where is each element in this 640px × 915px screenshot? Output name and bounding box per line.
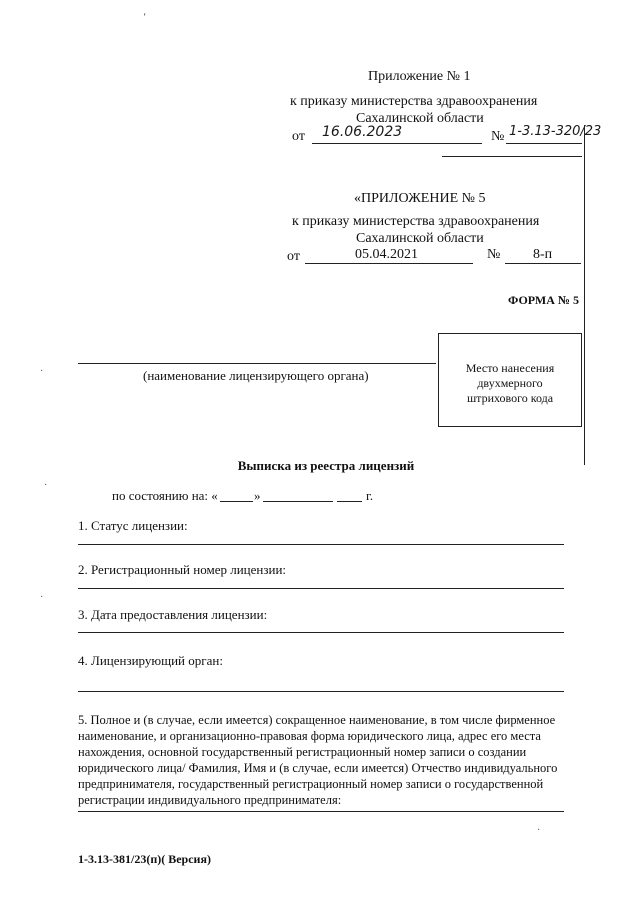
appendix1-region-line: Сахалинской области	[356, 111, 484, 126]
as-of-suffix: г.	[366, 488, 374, 503]
appendix1-extra-underline	[442, 156, 582, 157]
item-1-label: 1. Статус лицензии:	[78, 518, 188, 533]
item-3-line	[78, 632, 564, 633]
as-of-month-blank	[263, 501, 333, 502]
item-2-line	[78, 588, 564, 589]
scan-speck: ·	[40, 366, 44, 377]
appendix5-date-underline	[305, 263, 473, 264]
appendix5-number-underline	[505, 263, 581, 264]
document-footer-code: 1-3.13-381/23(п)( Версия)	[78, 852, 211, 866]
appendix1-from-label: от	[292, 129, 305, 144]
appendix1-date-handwritten: 16.06.2023	[322, 124, 403, 140]
as-of-mid: »	[254, 488, 261, 503]
appendix5-number-label: №	[487, 247, 501, 262]
scan-speck: ·	[44, 480, 48, 491]
appendix5-region-line: Сахалинской области	[356, 231, 484, 246]
appendix1-title: Приложение № 1	[368, 69, 471, 84]
item-5-line-6: регистрации индивидуального предпринимателя:	[78, 793, 342, 807]
appendix1-number-label: №	[491, 129, 505, 144]
appendix5-order-line: к приказу министерства здравоохранения	[292, 214, 540, 229]
item-4-line	[78, 691, 564, 692]
appendix1-order-line: к приказу министерства здравоохранения	[290, 94, 538, 109]
as-of-prefix: по состоянию на: «	[112, 488, 218, 503]
as-of-year-blank	[337, 501, 362, 502]
authority-underline	[78, 363, 436, 364]
item-1-line	[78, 544, 564, 545]
form-label: ФОРМА № 5	[508, 293, 579, 307]
appendix1-number-handwritten: 1-3.13-320/23	[509, 124, 602, 139]
barcode-box-line3: штрихового кода	[466, 391, 554, 405]
as-of-day-blank	[220, 501, 253, 502]
item-5-line-3: нахождения, основной государственный регистрационный номер записи о создании	[78, 745, 527, 759]
barcode-box-line2: двухмерного	[477, 376, 543, 390]
appendix1-date-underline	[312, 143, 482, 144]
authority-caption: (наименование лицензирующего органа)	[143, 368, 369, 383]
appendix5-number: 8-п	[533, 247, 553, 262]
item-5-line-2: наименование, и организационно-правовая форма юридического лица, адрес его места	[78, 729, 541, 743]
appendix5-from-label: от	[287, 249, 300, 264]
item-5-line-4: юридического лица/ Фамилия, Имя и (в случае, если имеется) Отчество индивидуального	[78, 761, 558, 775]
item-5-line	[78, 811, 564, 812]
item-4-label: 4. Лицензирующий орган:	[78, 653, 223, 668]
item-5-line-1: 5. Полное и (в случае, если имеется) сокращенное наименование, в том числе фирменное	[78, 713, 556, 727]
document-title: Выписка из реестра лицензий	[237, 458, 415, 473]
appendix1-number-underline	[506, 143, 582, 144]
appendix5-date: 05.04.2021	[355, 247, 418, 262]
item-5-line-5: предпринимателя, государственный регистрационный номер записи о государственной	[78, 777, 544, 791]
item-2-label: 2. Регистрационный номер лицензии:	[78, 562, 287, 577]
item-3-label: 3. Дата предоставления лицензии:	[78, 607, 268, 622]
barcode-box-line1: Место нанесения	[465, 361, 555, 375]
scan-speck: ·	[40, 592, 44, 603]
appendix5-title: «ПРИЛОЖЕНИЕ № 5	[354, 191, 486, 206]
scan-speck: ʻ	[143, 12, 147, 23]
page-edge-rule	[584, 125, 585, 465]
scan-speck: ·	[537, 825, 541, 836]
